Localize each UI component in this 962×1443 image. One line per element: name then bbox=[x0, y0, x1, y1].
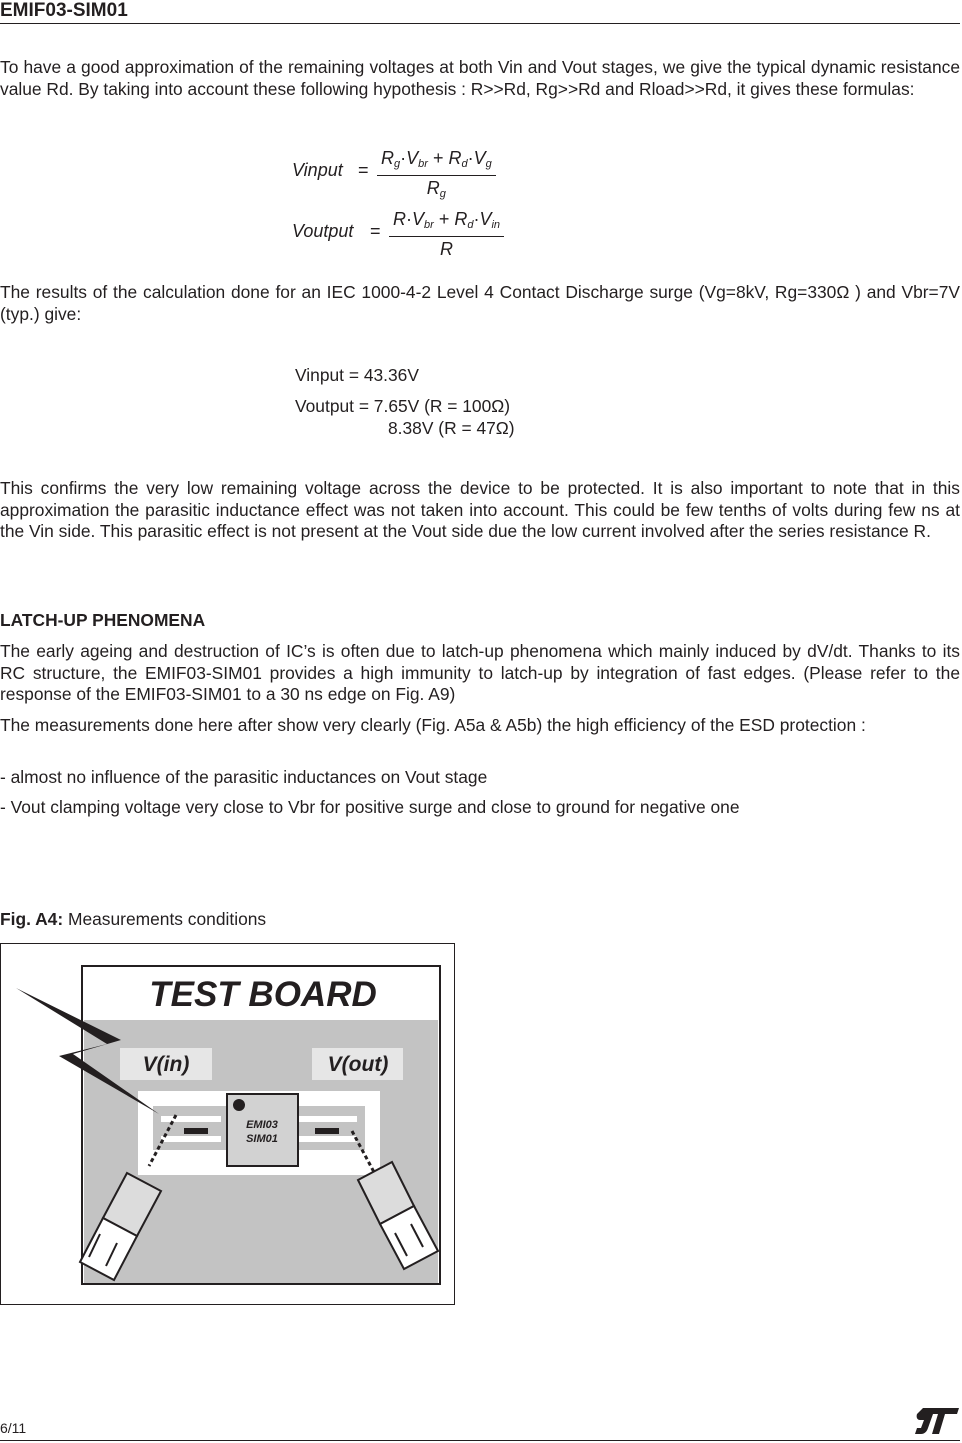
latchup-bullet-1: - almost no influence of the parasitic inductances on Vout stage bbox=[0, 767, 488, 787]
figure-caption bbox=[0, 909, 266, 930]
latchup-paragraph-1: The early ageing and destruction of IC’s is often due to latch-up phenomena which mainly induced by dV/dt. Thanks to its RC structure, the EMIF03-SIM01 provides a high immunity to latch-up by integration of fast edges. (Please refer to the response of the EMIF03-SIM01 to a 30 ns edge on Fig. A9) bbox=[0, 641, 960, 704]
confirms-paragraph: This confirms the very low remaining voltage across the device to be protected. It is also important to note that in this approximation the parasitic inductance effect was not taken into account. This could be few tenths of volts during few ns at the Vin side. This parasitic effect is not present at the Vout side due the low current involved after the series resistance R. bbox=[0, 478, 960, 541]
header-rule bbox=[0, 23, 960, 24]
results-intro-paragraph: The results of the calculation done for an IEC 1000-4-2 Level 4 Contact Discharge surge (Vg=8kV, Rg=330Ω ) and Vbr=7V (typ.) give: bbox=[0, 282, 960, 324]
latchup-paragraph-2: The measurements done here after show very clearly (Fig. A5a & A5b) the high efficiency of the ESD protection : bbox=[0, 715, 866, 735]
voutput-formula-lhs: Voutput bbox=[292, 221, 354, 241]
right-resistor bbox=[315, 1128, 339, 1134]
voutput-numerator: $R\cdot V_{br} + R_d\cdot V_{in}$ bbox=[389, 208, 504, 237]
measurement-conditions-figure bbox=[0, 943, 455, 1305]
chip-label-line2: SIM01 bbox=[246, 1133, 278, 1145]
figure-label: Fig. A4: bbox=[0, 909, 64, 929]
left-resistor bbox=[184, 1128, 208, 1134]
vinput-numerator: $R_g\cdot V_{br} + R_d\cdot V_g$ bbox=[377, 147, 496, 176]
trace-left-top bbox=[161, 1116, 221, 1122]
voutput-result-100: Voutput = 7.65V (R = 100Ω) bbox=[295, 396, 511, 416]
voutput-fraction bbox=[389, 208, 504, 261]
trace-left-bottom bbox=[161, 1136, 221, 1142]
page-number: 6/11 bbox=[0, 1420, 27, 1436]
test-board-illustration bbox=[1, 944, 456, 1306]
latchup-bullet-2: - Vout clamping voltage very close to Vbr for positive surge and close to ground for negative one bbox=[0, 797, 740, 817]
figure-caption-text: Measurements conditions bbox=[63, 909, 267, 929]
vinput-formula-equals: = bbox=[358, 160, 369, 180]
chip-pin1-dot bbox=[233, 1099, 245, 1111]
latchup-heading: LATCH-UP PHENOMENA bbox=[0, 610, 206, 630]
trace-right-top bbox=[297, 1116, 357, 1122]
voutput-formula-equals: = bbox=[370, 221, 381, 241]
voutput-result-47: 8.38V (R = 47Ω) bbox=[388, 418, 515, 438]
document-header-title: EMIF03-SIM01 bbox=[0, 0, 128, 21]
voutput-formula bbox=[292, 208, 552, 258]
vinput-result: Vinput = 43.36V bbox=[295, 365, 419, 385]
vinput-formula-lhs: Vinput bbox=[292, 160, 343, 180]
vinput-fraction bbox=[377, 147, 496, 206]
vin-label: V(in) bbox=[142, 1053, 190, 1076]
st-logo-icon bbox=[915, 1406, 961, 1436]
vinput-denominator: $R_g$ bbox=[426, 178, 446, 200]
trace-right-bottom bbox=[297, 1136, 357, 1142]
footer-rule bbox=[0, 1440, 960, 1441]
voutput-denominator: R bbox=[440, 239, 454, 259]
chip-label-line1: EMI03 bbox=[246, 1119, 278, 1131]
vout-label: V(out) bbox=[327, 1053, 389, 1076]
vinput-formula bbox=[292, 147, 552, 200]
test-board-title: TEST BOARD bbox=[149, 975, 377, 1014]
intro-paragraph: To have a good approximation of the remaining voltages at both Vin and Vout stages, we give the typical dynamic resistance value Rd. By taking into account these following hypothesis : R>>Rd, Rg>>Rd and Rload>>Rd, it gives these formulas: bbox=[0, 57, 960, 99]
